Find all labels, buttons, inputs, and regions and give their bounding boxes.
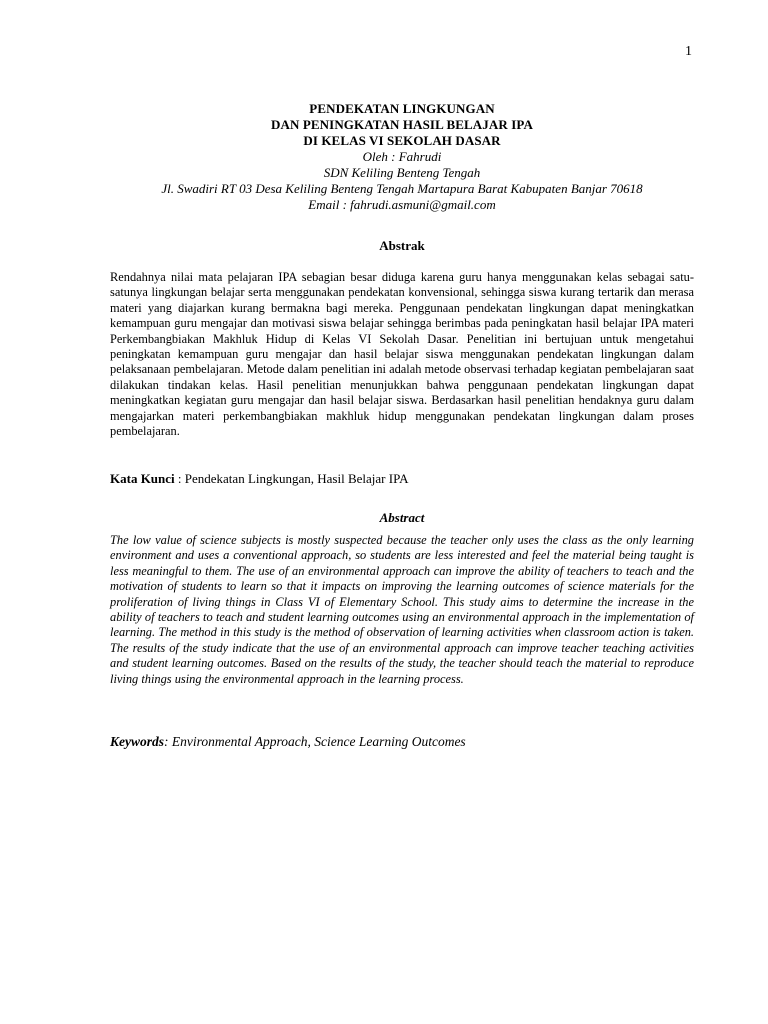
page-number: 1 [685,44,692,59]
abstrak-body: Rendahnya nilai mata pelajaran IPA sebagian besar diduga karena guru hanya menggunakan kelas sebagai satu-satunya lingkungan belajar serta menggunakan pendekatan konvensional, sehingga siswa kurang tertarik dan merasa materi yang diajarkan kurang bermakna bagi mereka. Penggunaan pendekatan lingkungan dapat meningkatkan kemampuan guru mengajar dan motivasi siswa belajar sehingga berimbas pada peningkatan hasil belajar IPA materi Perkembangbiakan Makhluk Hidup di Kelas VI Sekolah Dasar. Penelitian ini bertujuan untuk mengetahui peningkatan kemampuan guru mengajar dan hasil belajar siswa menggunakan pendekatan lingkungan dalam pelaksanaan pembelajaran. Metode dalam penelitian ini adalah metode observasi terhadap kegiatan pembelajaran saat dilakukan tindakan kelas. Hasil penelitian menunjukkan bahwa penggunaan pendekatan lingkungan dapat meningkatkan kegiatan guru mengajar dan hasil belajar siswa. Berdasarkan hasil penelitian hendaknya guru dalam mengajarkan materi perkembangbiakan makhluk hidup menggunakan pendekatan lingkungan dalam proses pembelajaran. [110,270,694,439]
paper-title-line-1: PENDEKATAN LINGKUNGAN [309,101,495,116]
author-email: Email : fahrudi.asmuni@gmail.com [308,197,496,212]
author-institution: SDN Keliling Benteng Tengah [323,165,481,180]
abstrak-heading: Abstrak [379,238,425,253]
author-name: Oleh : Fahrudi [362,149,442,164]
abstract-heading: Abstract [379,510,425,525]
paper-title-line-3: DI KELAS VI SEKOLAH DASAR [303,133,501,148]
paper-header [110,101,694,213]
author-address: Jl. Swadiri RT 03 Desa Keliling Benteng Tengah Martapura Barat Kabupaten Banjar 70618 [161,181,643,196]
kata-kunci-value: : Pendekatan Lingkungan, Hasil Belajar IPA [174,471,409,486]
kata-kunci-label: Kata Kunci [110,471,175,486]
abstract-body: The low value of science subjects is mostly suspected because the teacher only uses the class as the only learning environment and uses a conventional approach, so students are less interested and feel the material being taught is less meaningful to them. The use of an environmental approach can improve the ability of teachers to teach and the motivation of students to learn so that it impacts on improving the learning outcomes of science materials for the proliferation of living things in Class VI of Elementary School. This study aims to determine the increase in the ability of teachers to teach and student learning outcomes using an environmental approach in the implementation of learning. The method in this study is the method of observation of learning activities when classroom action is taken. The results of the study indicate that the use of an environmental approach can improve teacher teaching activities and student learning outcomes. Based on the results of the study, the teacher should teach the material to reproduce living things using the environmental approach in the learning process. [110,533,694,686]
keywords-en [110,734,694,750]
paper-title-line-2: DAN PENINGKATAN HASIL BELAJAR IPA [271,117,533,132]
kata-kunci [110,471,694,487]
keywords-label: Keywords [110,734,164,749]
keywords-value: : Environmental Approach, Science Learning Outcomes [164,734,466,749]
